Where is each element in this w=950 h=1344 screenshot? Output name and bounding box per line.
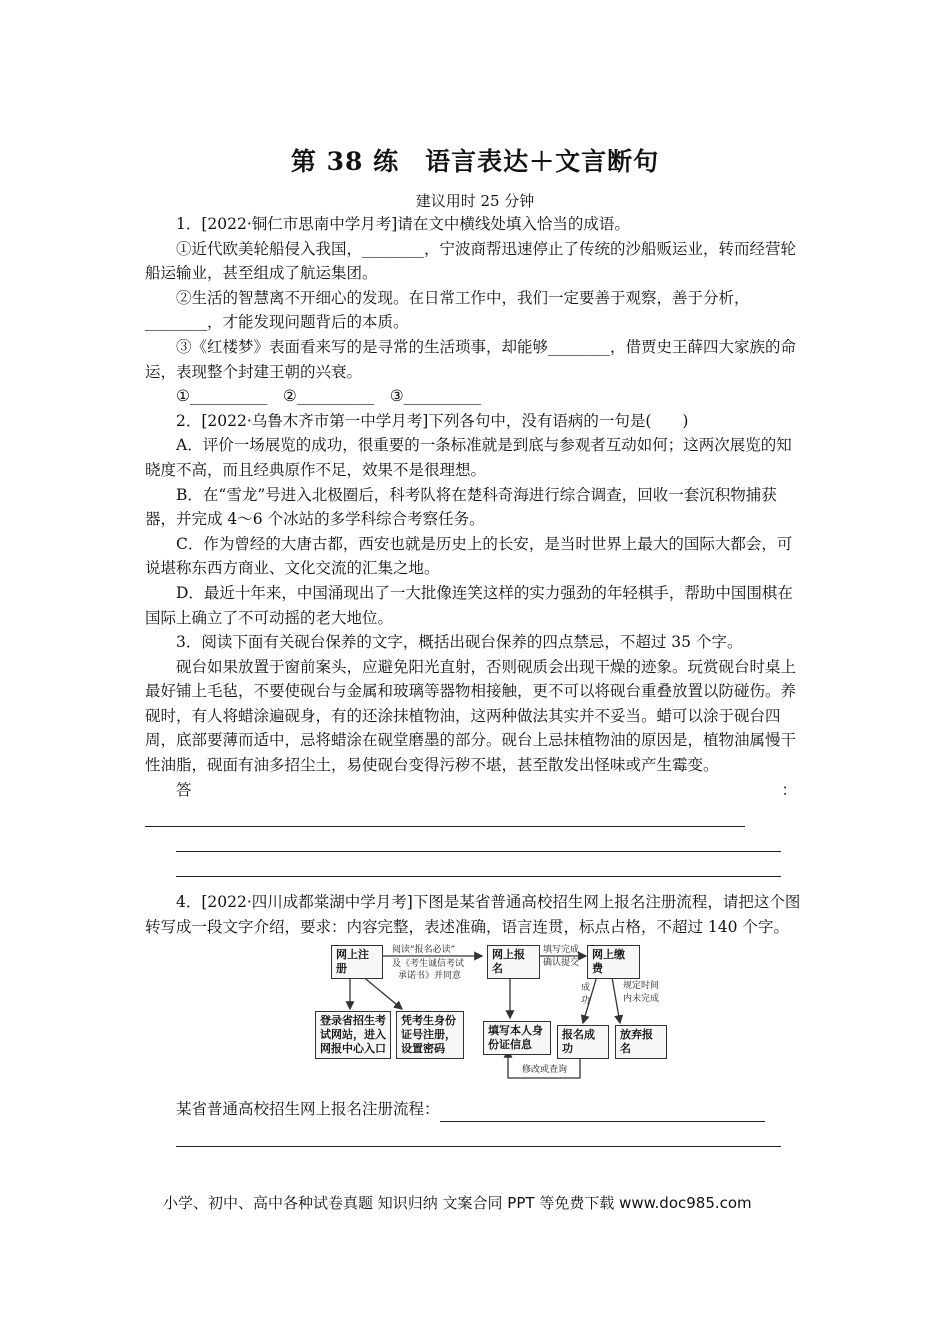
time-suggestion: 建议用时 25 分钟 [415,192,535,210]
q1-paragraph-3: ③《红楼梦》表面看来写的是寻常的生活琐事，却能够________，借贾史王薛四大家族的命运，表现整个封建王朝的兴衰。 [145,337,797,381]
q4-answer-row [145,1097,805,1122]
q3-stem: 3．阅读下面有关砚台保养的文字，概括出砚台保养的四点禁忌，不超过 35 个字。 [176,633,743,652]
q3-answer-label: 答 [176,780,192,799]
q1-paragraph-1: ①近代欧美轮船侵入我国，________，宁波商帮迅速停止了传统的沙船贩运业，转而经营轮船运输业，甚至组成了航运集团。 [145,239,797,283]
node-online-register: 网上注册 [331,945,383,979]
q2-option-d[interactable]: D．最近十年来，中国涌现出了一大批像连笑这样的实力强劲的年轻棋手，帮助中国围棋在国际上确立了不可动摇的老大地位。 [145,583,793,627]
site-footer: 小学、初中、高中各种试卷真题 知识归纳 文案合同 PPT 等免费下载 www.doc985.com [163,1194,752,1212]
q4-answer-prompt: 某省普通高校招生网上报名注册流程： [176,1100,440,1119]
q4-stem: 4．[2022·四川成都棠湖中学月考]下图是某省普通高校招生网上报名注册流程，请把这个图转写成一段文字介绍，要求：内容完整，表述准确，语言连贯，标点占格，不超过 140 个字。 [145,893,801,936]
node-apply-success: 报名成功 [557,1025,609,1059]
q1-answer-blanks[interactable]: ①__________ ②__________ ③__________ [176,387,482,406]
label-modify-query: 修改或查询 [522,1065,568,1076]
page-title: 第 38 练 语言表达＋文言断句 [290,147,660,176]
registration-flowchart [145,945,805,1087]
label-success-1: 成 [581,983,591,994]
label-deadline-1: 规定时间 [623,981,660,992]
q4-answer-line-2[interactable] [176,1122,781,1147]
node-id-register: 凭考生身份证号注册，设置密码 [396,1011,464,1059]
node-login-website: 登录省招生考试网站，进入网报中心入口 [315,1011,391,1059]
node-abandon-apply: 放弃报名 [615,1025,667,1059]
q3-passage: 砚台如果放置于窗前案头，应避免阳光直射，否则砚质会出现干燥的迹象。玩赏砚台时桌上最好铺上毛毡，不要使砚台与金属和玻璃等器物相接触，更不可以将砚台重叠放置以防碰伤。养砚时，有人将蜡涂遍砚身，有的还涂抹植物油，这两种做法其实并不妥当。蜡可以涂于砚台四周，底部要薄而适中，忌将蜡涂在砚堂磨墨的部分。砚台上忌抹植物油的原因是，植物油属慢干性油脂，砚面有油多招尘土，易使砚台变得污秽不堪，甚至散发出怪味或产生霉变。 [145,657,797,775]
q2-option-a[interactable]: A．评价一场展览的成功，很重要的一条标准就是到底与参观者互动如何；这两次展览的知晓度不高，而且经典原作不足，效果不是很理想。 [145,436,792,479]
q3-answer-row [145,778,805,803]
q3-answer-line-2[interactable] [176,827,781,852]
label-read-notice-1: 阅读“报名必读” [392,945,456,956]
q3-answer-line-3[interactable] [176,852,781,877]
label-read-notice-3: 承诺书》并同意 [398,971,462,982]
label-fill-complete: 填写完成 [543,945,580,956]
q2-stem: 2．[2022·乌鲁木齐市第一中学月考]下列各句中，没有语病的一句是( ) [176,411,689,430]
label-success-2: 功 [581,996,591,1007]
q1-paragraph-2: ②生活的智慧离不开细心的发现。在日常工作中，我们一定要善于观察，善于分析，________，才能发现问题背后的本质。 [145,288,750,332]
q3-answer-line-1[interactable] [145,802,745,827]
label-confirm-submit: 确认提交 [543,958,580,969]
q4-answer-line-1[interactable] [440,1103,765,1122]
worksheet-body [145,212,805,1147]
node-online-apply: 网上报名 [487,945,540,979]
label-read-notice-2: 及《考生诚信考试 [392,959,465,970]
q3-answer-colon: ： [781,780,797,799]
node-fill-id-info: 填写本人身份证信息 [483,1021,551,1055]
label-deadline-2: 内未完成 [623,994,660,1005]
q1-stem: 1．[2022·铜仁市思南中学月考]请在文中横线处填入恰当的成语。 [176,215,630,233]
q2-option-c[interactable]: C．作为曾经的大唐古都，西安也就是历史上的长安，是当时世界上最大的国际大都会，可说堪称东西方商业、文化交流的汇集之地。 [145,534,793,578]
q2-option-b[interactable]: B．在“雪龙”号进入北极圈后，科考队将在楚科奇海进行综合调查，回收一套沉积物捕获器，并完成 4～6 个冰站的多学科综合考察任务。 [145,485,777,529]
node-online-pay: 网上缴费 [587,945,640,979]
